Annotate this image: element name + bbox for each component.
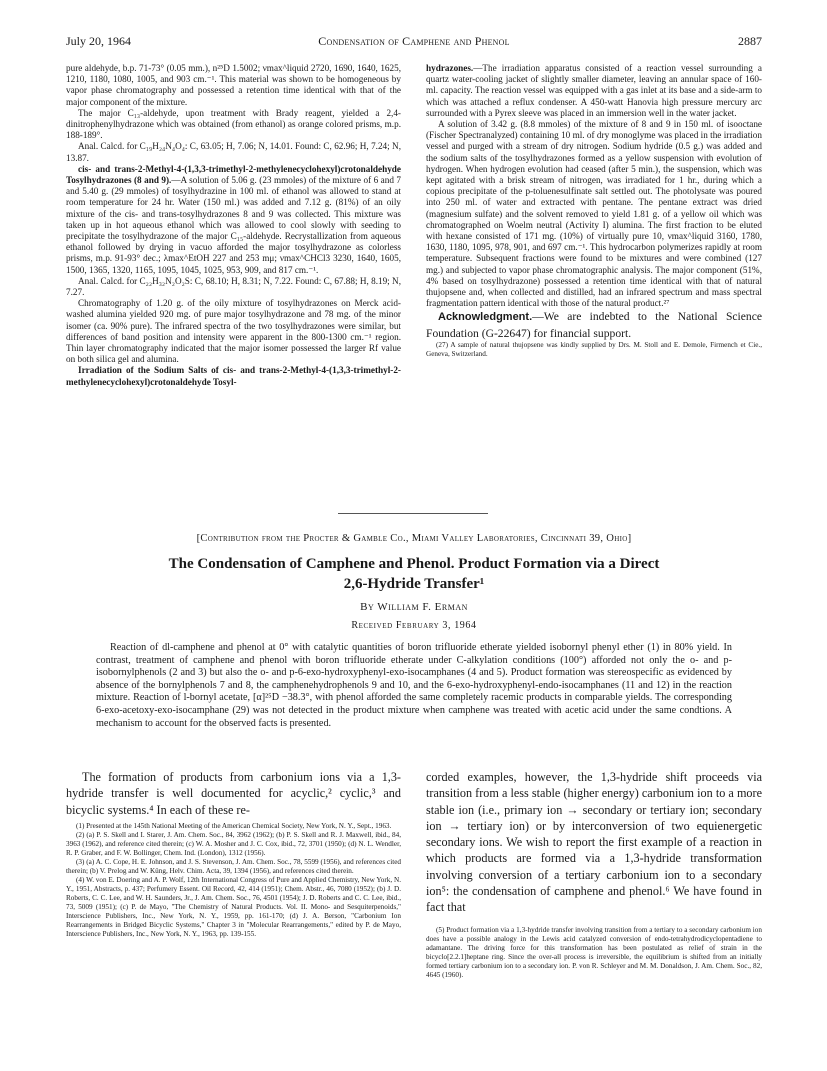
paragraph-body: —The irradiation apparatus consisted of a reaction vessel surrounding a quartz water-cooling jacket of slightly smaller diameter, leaving an annular space of 160-ml. capacity. The reaction vessel was equipped with a gas inlet at its base and a side-arm to which was attached a reflux condenser. A 450-watt Hanovia high pressure mercury arc surrounded with a Pyrex sleeve was placed in an immersion well in the water jacket. [426, 63, 762, 118]
section-heading: hydrazones. [426, 63, 474, 73]
paragraph: The major C₁₃-aldehyde, upon treatment with Brady reagent, yielded a 2,4-dinitrophenylhydrazone which was obtained (from ethanol) as orange colored prisms, m.p. 188-189°. [66, 107, 401, 141]
footnote: (27) A sample of natural thujopsene was kindly supplied by Drs. M. Stoll and E. Demole, Firmench et Cie., Geneva, Switzerland. [426, 341, 762, 359]
acknowledgment-label: Acknowledgment. [438, 311, 533, 324]
footnote-block [426, 341, 762, 359]
running-header [66, 34, 762, 54]
title-line: 2,6-Hydride Transfer¹ [343, 576, 485, 592]
body-text [66, 769, 401, 818]
footnote: (1) Presented at the 145th National Meeting of the American Chemical Society, New York, N. Y., Sept., 1963. [76, 821, 392, 830]
header-date: July 20, 1964 [66, 34, 132, 48]
header-page-number: 2887 [738, 34, 762, 48]
footnote-block [426, 926, 762, 980]
body-text [426, 769, 762, 916]
title-line: The Condensation of Camphene and Phenol. Product Formation via a Direct [168, 556, 660, 572]
footnote: (5) Product formation via a 1,3-hydride transfer involving transition from a tertiary to a secondary carbonium ion does have a possible analogy in the Lewis acid catalyzed conversion of endo-tetrahydrodicyclopentadiene to adamantane. The driving force for this transformation has been postulated as relief of strain in the bicyclo[2.2.1]heptane ring. Since the over-all process is irreversible, the equilibrium is shifted from an initially formed tertiary carbonium ion to a secondary ion. P. von R. Schleyer and M. M. Donaldson, J. Am. Chem. Soc., 82, 4645 (1960). [426, 925, 762, 979]
section-divider [338, 513, 488, 514]
experimental-right-column [426, 63, 762, 359]
received-date: Received February 3, 1964 [351, 620, 477, 631]
abstract [96, 642, 732, 730]
acknowledgment-body: —We are indebted to the National Science Foundation (G-22647) for financial support. [426, 310, 762, 340]
paragraph: Anal. Calcd. for C₂₂H₃₂N₂O₂S: C, 68.10; H, 8.31; N, 7.22. Found: C, 67.88; H, 8.19; N, 7.27. [66, 275, 401, 298]
contribution-line: [Contribution from the Procter & Gamble Co., Miami Valley Laboratories, Cincinnati 39, Ohio] [196, 533, 632, 544]
experimental-left-column [66, 63, 401, 388]
paragraph: corded examples, however, the 1,3-hydride shift proceeds via transition from a less stable (higher energy) carbonium ion to a more stable ion (i.e., primary ion → secondary or tertiary ion; secondary ion → tertiary ion) or by interconversion of two equienergetic secondary ions. We wish to report the first example of a reaction in which products are formed via a 1,3-hydride transformation involving conversion of a tertiary carbonium ion to a secondary ion⁵: the condensation of camphene and phenol.⁶ We have found in fact that [426, 770, 762, 915]
header-running-title: Condensation of Camphene and Phenol [318, 34, 510, 48]
body-right-column [426, 769, 762, 980]
paragraph [66, 365, 401, 387]
paragraph [66, 164, 401, 276]
author-line: By William F. Erman [360, 601, 468, 613]
paragraph: The formation of products from carbonium ions via a 1,3-hydride transfer is well documented for acyclic,² cyclic,³ and bicyclic systems.⁴ In each of these re- [66, 770, 401, 817]
section-heading: Irradiation of the Sodium Salts of cis- and trans-2-Methyl-4-(1,3,3-trimethyl-2-methylenecyclohexyl)crotonaldehyde Tosyl- [66, 365, 401, 387]
paragraph: Chromatography of 1.20 g. of the oily mixture of tosylhydrazones on Merck acid-washed alumina yielded 920 mg. of pure major tosylhydrazone and 78 mg. of the minor isomer (ca. 90% pure). The infrared spectra of the two tosylhydrazones were similar, but differences of band position and intensity were apparent in the 800-1300 cm.⁻¹ region. Thin layer chromatography indicated that the major isomer possessed the larger Rf value on both silica gel and alumina. [66, 298, 401, 365]
paragraph: Anal. Calcd. for C₁₉H₂₄N₄O₄: C, 63.05; H, 7.06; N, 14.01. Found: C, 62.96; H, 7.24; N, 13.87. [66, 141, 401, 163]
paragraph: pure aldehyde, b.p. 71-73° (0.05 mm.), n²⁵D 1.5002; νmax^liquid 2720, 1690, 1640, 1625, 1210, 1180, 1080, 1005, and 903 cm.⁻¹. This material was shown to be homogeneous by vapor phase chromatography and possessed a retention time identical with that of the major component of the mixture. [66, 63, 401, 107]
section-heading: cis- and trans-2-Methyl-4-(1,3,3-trimethyl-2-methylenecyclohexyl)crotonaldehyde Tosylhydrazones (8 and 9). [66, 163, 401, 186]
footnote: (4) W. von E. Doering and A. P. Wolf, 12th International Congress of Pure and Applied Chemistry, New York, N. Y., 1951, Abstracts, p. 437; Perfumery Essent. Oil Record, 42, 414 (1951); Chem. Abstr., 46, 7080 (1952); (b) J. D. Roberts, C. C. Lee, and W. H. Saunders, Jr., J. Am. Chem. Soc., 76, 4501 (1954); J. D. Roberts and C. C. Lee, ibid., 73, 5009 (1951); (c) P. de Mayo, "The Chemistry of Natural Products. Vol. II. Mono- and Sesquiterpenoids," Interscience Publishers, Inc., New York, N. Y., 1959, pp. 161-170; (d) J. A. Berson, "Carbonium Ion Rearrangements in Bridged Bicyclic Systems," Chapter 3 in "Molecular Rearrangements," edited by P. de Mayo, Interscience Publishers, Inc., New York, N. Y., 1963, pp. 139-155. [66, 875, 401, 938]
paragraph-body: —A solution of 5.06 g. (23 mmoles) of the mixture of 6 and 7 and 5.40 g. (29 mmoles) of tosylhydrazine in 100 ml. of ethanol was allowed to stand at room temperature for 24 hr. Water (150 ml.) was added and 7.12 g. (81%) of an oily mixture of the cis- and trans-tosylhydrazones 8 and 9 was collected. This mixture was taken up in hot aqueous ethanol which was allowed to cool slowly with seeding to precipitate the tosylhydrazone of the major C₁₅-aldehyde. Recrystallization from aqueous ethanol followed by drying in vacuo afforded the major tosylhydrazone as colorless prisms, m.p. 91-93° dec.; λmax^EtOH 227 and 253 mμ; νmax^CHCl3 3230, 1640, 1605, 1500, 1365, 1320, 1165, 1095, 1045, 1025, 953, 909, and 817 cm.⁻¹. [66, 175, 401, 275]
footnote-block [66, 822, 401, 939]
article-title [66, 554, 762, 594]
abstract-text: Reaction of dl-camphene and phenol at 0° with catalytic quantities of boron trifluoride etherate yielded isobornyl phenyl ether (1) in 80% yield. In contrast, treatment of camphene and phenol with boron trifluoride etherate under C-alkylation conditions (100°) afforded not only the o- and p-isobornylphenols (2 and 3) but also the o- and p-6-exo-hydroxyphenyl-exo-isocamphanes (4 and 5). Product formation was stereospecific as evidenced by absence of the bornylphenols 7 and 8, the camphenehydrophenols 9 and 10, and the 6-exo-hydroxyphenyl-endo-isocamphanes (11 and 12) in the reaction mixture. Reaction of l-bornyl acetate, [α]²⁵D −38.3°, with phenol afforded the same completely racemic products in comparable yields. The corresponding 6-exo-acetoxy-exo-isocamphane (29) was not detected in the product mixture when camphene was treated with acetic acid under the same condtions. A mechanism to account for the observed facts is presented. [96, 642, 732, 729]
paragraph: A solution of 3.42 g. (8.8 mmoles) of the mixture of 8 and 9 in 150 ml. of isooctane (Fischer Spectranalyzed) containing 10 ml. of dry monoglyme was placed in the irradiation vessel and purged with a stream of dry nitrogen. Sodium hydride (0.5 g.) was added and the sodium salts of the tosylhydrazones formed as a yellow suspension with evolution of hydrogen. When hydrogen evolution had ceased (after 5 min.), the suspension, which was kept agitated with a brisk stream of nitrogen, was irradiated for 1 hr., during which a copious precipitate of the p-toluenesulfinate salt settled out. The photolysate was poured into 250 ml. of water and extracted with pentane. The pentane extract was dried (magnesium sulfate) and the solvent removed to yield 1.81 g. of a yellow oil which was chromatographed on Woelm neutral (Activity I) alumina. The first fraction to be eluted with hexane consisted of 171 mg. (10%) of virtually pure 10, νmax^liquid 3160, 1780, 1630, 1180, 1095, 978, 901, and 697 cm.⁻¹. This hydrocarbon polymerizes rapidly at room temperature. Subsequent fractions were found to be mixtures and were combined (127 mg.) and subjected to vapor phase chromatographic analysis. The major component (51%, 4% based on tosylhydrazone) possessed a retention time identical with that of natural thujopsene and, when collected and distilled, had an infrared spectrum and mass spectral fragmentation pattern identical with those of the natural product.²⁷ [426, 119, 762, 309]
footnote: (3) (a) A. C. Cope, H. E. Johnson, and J. S. Stevenson, J. Am. Chem. Soc., 78, 5599 (1956), and references cited therein; (b) V. Prelog and W. Küng, Helv. Chim. Acta, 39, 1394 (1956), and references cited therein. [66, 857, 401, 875]
paragraph [426, 63, 762, 119]
acknowledgment [426, 309, 762, 341]
footnote: (2) (a) P. S. Skell and I. Starer, J. Am. Chem. Soc., 84, 3962 (1962); (b) P. S. Skell and R. J. Maxwell, ibid., 84, 3963 (1962), and reference cited therein; (c) W. A. Mosher and J. C. Cox, ibid., 72, 3701 (1950); (d) N. L. Wendler, R. P. Graber, and F. W. Bollinger, Chem. Ind. (London), 1312 (1956). [66, 830, 401, 857]
body-left-column [66, 769, 401, 939]
